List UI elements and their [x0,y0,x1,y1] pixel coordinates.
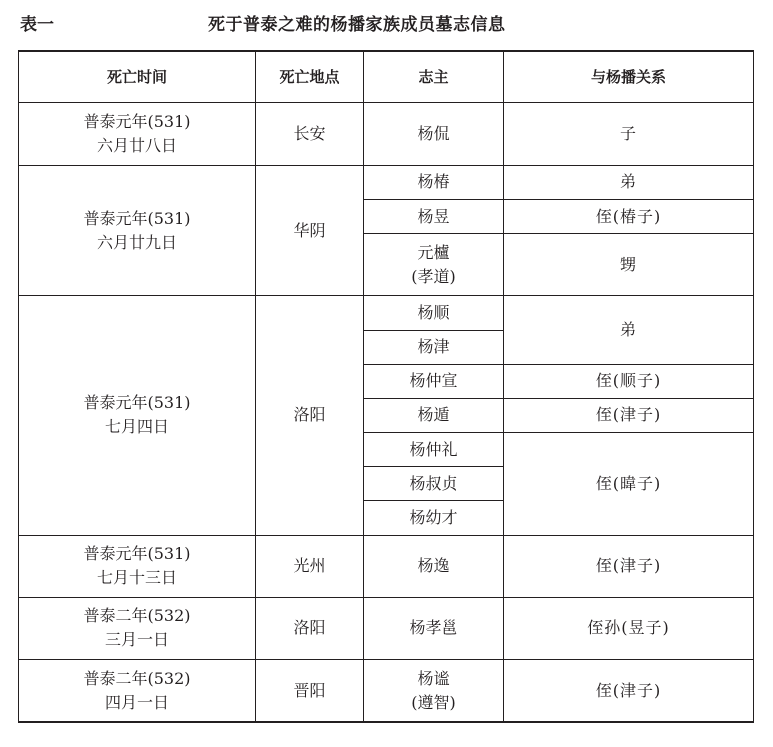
death-place-cell: 华阴 [256,165,364,296]
time-line: 普泰元年(531) [83,208,191,228]
death-place-cell: 洛阳 [256,296,364,535]
subject-alt-name: (遵智) [411,692,456,712]
subject-cell [364,234,504,296]
table-row [19,597,754,659]
subject-cell [364,501,504,535]
subject-cell [364,165,504,199]
subject-name: 杨仲礼 [409,439,458,459]
time-line: 六月廿八日 [96,135,177,155]
subject-cell [364,330,504,364]
death-place-cell: 长安 [256,102,364,165]
header-inscription-subject: 志主 [364,51,504,102]
death-place-cell: 洛阳 [256,597,364,659]
subject-cell [364,398,504,432]
subject-cell [364,199,504,233]
death-time-cell [19,597,256,659]
relation-cell: 侄(津子) [504,398,754,432]
time-line: 六月廿九日 [96,232,177,252]
death-place-cell: 光州 [256,535,364,597]
relation-cell: 子 [504,102,754,165]
subject-name: 杨谧 [417,668,450,688]
relation-cell: 侄(暐子) [504,433,754,535]
subject-name: 杨仲宣 [409,371,458,391]
subject-name: 杨侃 [417,123,450,143]
relation-cell: 弟 [504,296,754,364]
relation-cell: 弟 [504,165,754,199]
death-time-cell [19,102,256,165]
time-line: 七月十三日 [96,568,177,588]
subject-name: 杨椿 [417,172,450,192]
death-time-cell [19,660,256,722]
subject-cell [364,364,504,398]
subject-name: 杨幼才 [409,507,458,527]
subject-cell [364,296,504,330]
time-line: 普泰二年(532) [83,606,191,626]
time-line: 普泰元年(531) [83,111,191,131]
subject-name: 杨孝邕 [409,618,458,638]
relation-cell: 侄(顺子) [504,364,754,398]
table-row [19,660,754,722]
relation-cell: 侄(津子) [504,535,754,597]
header-death-time: 死亡时间 [19,51,256,102]
death-time-cell [19,296,256,535]
relation-cell: 侄孙(昱子) [504,597,754,659]
subject-name: 杨逸 [417,556,450,576]
table-row [19,296,754,330]
time-line: 普泰元年(531) [83,393,191,413]
table-row [19,165,754,199]
subject-cell [364,433,504,467]
subject-name: 杨津 [417,337,450,357]
table-title: 死于普泰之难的杨播家族成员墓志信息 [208,15,506,35]
time-line: 三月一日 [104,630,169,650]
header-relation-to-yang-bo: 与杨播关系 [504,51,754,102]
subject-cell [364,535,504,597]
subject-cell [364,102,504,165]
subject-name: 杨顺 [417,302,450,322]
subject-alt-name: (孝道) [411,266,456,286]
tomb-inscription-table [18,50,754,723]
subject-name: 元櫨 [417,242,450,262]
header-death-place: 死亡地点 [256,51,364,102]
table-label: 表一 [20,15,54,35]
relation-cell: 侄(椿子) [504,199,754,233]
time-line: 七月四日 [104,417,169,437]
death-place-cell: 晋阳 [256,660,364,722]
subject-cell [364,597,504,659]
time-line: 普泰二年(532) [83,668,191,688]
table-caption [0,10,773,36]
subject-name: 杨遁 [417,405,450,425]
time-line: 普泰元年(531) [83,544,191,564]
subject-name: 杨叔贞 [409,473,458,493]
subject-name: 杨昱 [417,206,450,226]
death-time-cell [19,535,256,597]
death-time-cell [19,165,256,296]
table-row [19,102,754,165]
time-line: 四月一日 [104,692,169,712]
subject-cell [364,467,504,501]
header-row [19,51,754,102]
relation-cell: 甥 [504,234,754,296]
table-row [19,535,754,597]
subject-cell [364,660,504,722]
relation-cell: 侄(津子) [504,660,754,722]
